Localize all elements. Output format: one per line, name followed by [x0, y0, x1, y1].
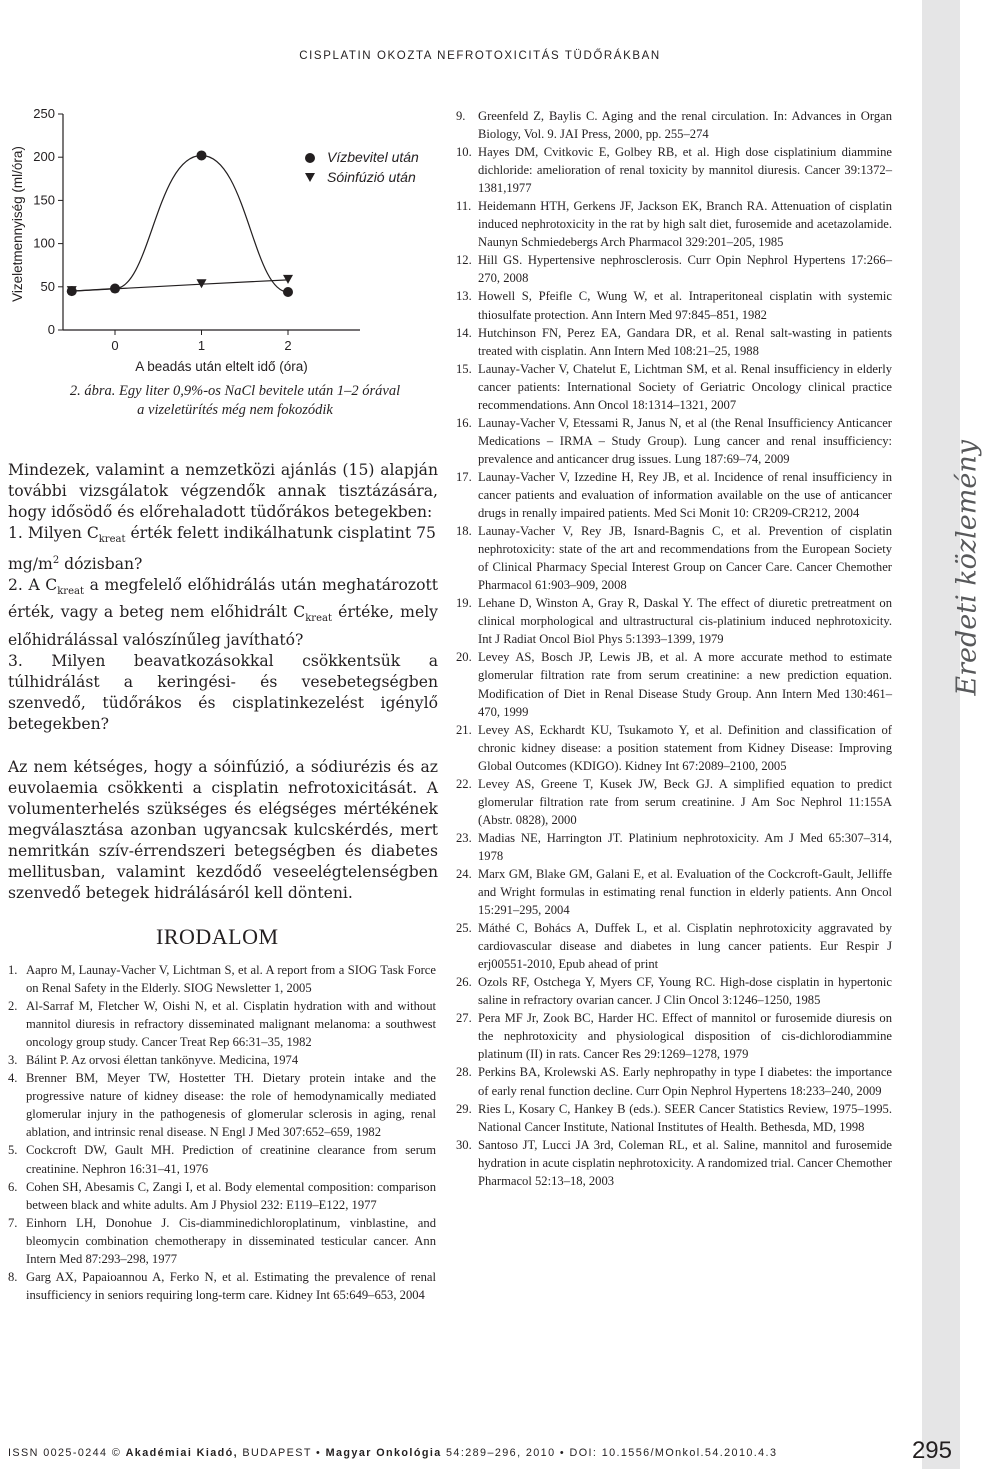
reference-text: Levey AS, Eckhardt KU, Tsukamoto Y, et al. Definition and classification of chronic kidney disease: a position statement from Kidney Disease: Improving Global Outcomes (KDIGO). Kidney Int 67:2089–2100, 2005	[478, 722, 892, 773]
reference-item	[456, 522, 892, 594]
reference-number: 4.	[8, 1071, 18, 1086]
y-tick-label: 200	[33, 149, 55, 165]
y-tick-label: 150	[33, 192, 55, 208]
reference-number: 25.	[456, 921, 472, 936]
reference-text: Santoso JT, Lucci JA 3rd, Coleman RL, et al. Saline, mannitol and furosemide hydration in acute cisplatin nephrotoxicity. A randomized trial. Cancer Chemother Pharmacol 52:13–18, 2003	[478, 1137, 892, 1188]
reference-text: Bálint P. Az orvosi élettan tankönyve. Medicina, 1974	[26, 1053, 299, 1068]
reference-item	[8, 997, 436, 1051]
reference-text: Howell S, Pfeifle C, Wung W, et al. Intraperitoneal cisplatin with systemic thiosulfate protection. Ann Intern Med 97:845–851, 1982	[478, 289, 892, 322]
reference-number: 22.	[456, 776, 472, 791]
figure-label: 2. ábra.	[69, 383, 116, 399]
y-tick-label: 250	[33, 106, 55, 121]
reference-text: Al-Sarraf M, Fletcher W, Oishi N, et al. Cisplatin hydration with and without mannitol diuresis in refractory disseminated malignant melanoma: a southwest oncology group study. Cancer Treat Rep 66:31–35, 1982	[26, 999, 436, 1050]
x-tick-label: 2	[284, 338, 292, 353]
q1-superscript: 2	[52, 555, 60, 567]
reference-number: 12.	[456, 253, 472, 268]
figure-caption	[35, 382, 435, 420]
reference-item	[456, 865, 892, 919]
reference-item	[8, 1069, 436, 1141]
reference-item	[456, 287, 892, 323]
reference-text: Levey AS, Greene T, Kusek JW, Beck GJ. A simplified equation to predict glomerular filtration rate from serum creatinine. J Am Soc Nephrol 11:155A (Abstr. 0828), 2000	[478, 776, 892, 827]
reference-item	[456, 1063, 892, 1099]
footer-separator: •	[316, 1447, 322, 1459]
reference-text: Marx GM, Blake GM, Galani E, et al. Evaluation of the Cockcroft-Gault, Jelliffe and Wright formulas in estimating renal function in elderly patients. Ann Oncol 15:291–295, 2004	[478, 866, 892, 918]
caption-line-2: a vizeletürítés még nem fokozódik	[137, 402, 333, 418]
reference-number: 10.	[456, 145, 472, 160]
reference-text: Madias NE, Harrington JT. Platinium nephrotoxicity. Am J Med 65:307–314, 1978	[478, 830, 892, 863]
references-left-column	[8, 961, 436, 1304]
reference-text: Heidemann HTH, Gerkens JF, Jackson EK, Branch RA. Attenuation of cisplatin induced nephrotoxicity in the rat by high salt diet, furosemide and acetazolamide. Naunyn Schmiedebergs Arch Pharmacol 329:201–205, 1985	[478, 199, 892, 250]
reference-text: Launay-Vacher V, Izzedine H, Rey JB, et al. Incidence of renal insufficiency in cancer patients and evaluation of information available on the use of anticancer drugs in renally impaired patients. Med Sci Monit 10: CR209-CR212, 2004	[478, 469, 892, 521]
footer-issn: ISSN 0025-0244	[8, 1447, 108, 1459]
reference-item	[8, 1268, 436, 1304]
page-number: 295	[911, 1437, 952, 1464]
q1-subscript: kreat	[98, 534, 126, 546]
chart-svg	[0, 98, 440, 428]
reference-number: 7.	[8, 1215, 18, 1230]
reference-item	[456, 648, 892, 720]
side-tab-label: Eredeti közlemény	[952, 440, 983, 696]
reference-text: Launay-Vacher V, Chatelut E, Lichtman SM, et al. Renal insufficiency in elderly cancer patients: International Society of Geriatric Oncology clinical practice recommendations. Ann Oncol 18:1314–1321, 2007	[478, 361, 892, 412]
conclusion-paragraph: Az nem kétséges, hogy a sóinfúzió, a sódiurézis és az euvolaemia csökkenti a cisplatin nefrotoxicitását. A volumenterhelés szükséges és elégséges mértékének megválasztása azonban ugyancsak kulcskérdés, mert nemritkán szív-érrendszeri betegségben és diabetes mellitusban, valamint kezdődő veseelégtelenségben szenvedő betegek hidrálásáról kell dönteni.	[8, 757, 438, 902]
reference-text: Ozols RF, Ostchega Y, Myers CF, Young RC. High-dose cisplatin in hypertonic saline in refractory ovarian cancer. J Clin Oncol 3:1246–1250, 1985	[478, 975, 892, 1008]
reference-item	[456, 1009, 892, 1063]
reference-text: Levey AS, Bosch JP, Lewis JB, et al. A more accurate method to estimate glomerular filtration rate from serum creatinine: a new prediction equation. Modification of Diet in Renal Disease Study Group. Ann Intern Med 130:461–470, 1999	[478, 650, 892, 719]
reference-number: 28.	[456, 1065, 472, 1080]
reference-item	[456, 775, 892, 829]
series-line-2	[72, 280, 288, 291]
reference-text: Perkins BA, Krolewski AS. Early nephropathy in type I diabetes: the importance of early renal function decline. Curr Opin Nephrol Hypertens 18:233–240, 2009	[478, 1065, 892, 1098]
reference-item	[456, 919, 892, 973]
footer-volume: 54:289–296, 2010	[446, 1447, 556, 1459]
reference-number: 23.	[456, 830, 472, 845]
x-tick-label: 1	[197, 338, 206, 353]
q1-text-c: dózisban?	[59, 555, 143, 574]
reference-item	[456, 107, 892, 143]
q2-subscript-1: kreat	[57, 586, 84, 598]
reference-number: 16.	[456, 415, 472, 430]
legend-label: Vízbevitel után	[327, 149, 419, 165]
reference-text: Launay-Vacher V, Etessami R, Janus N, et al (the Renal Insufficiency Anticancer Medications – IRMA – Study Group). Lung cancer and renal insufficiency: prevalence and anticancer drug issues. Lung 187:69–74, 2009	[478, 415, 892, 466]
series-1-point	[197, 150, 207, 160]
reference-text: Lehane D, Winston A, Gray R, Daskal Y. The effect of diuretic pretreatment on clinical morphological and ultrastructural cis-platinium induced nephrotoxicity. Int J Radiat Oncol Biol Phys 5:1393–1399, 1979	[478, 596, 892, 647]
reference-item	[456, 414, 892, 468]
question-2	[8, 575, 438, 650]
reference-item	[456, 1100, 892, 1136]
reference-text: Hayes DM, Cvitkovic E, Golbey RB, et al. High dose cisplatinium diammine dichloride: amelioration of renal toxicity by mannitol diuresis. Cancer 39:1372–1381,1977	[478, 145, 892, 196]
reference-item	[456, 468, 892, 522]
side-tab	[922, 0, 983, 1469]
reference-item	[456, 360, 892, 414]
reference-number: 9.	[456, 109, 466, 123]
x-axis-label: A beadás után eltelt idő (óra)	[135, 359, 308, 374]
reference-item	[456, 1136, 892, 1190]
legend-label: Sóinfúzió után	[327, 169, 416, 185]
x-tick-label: 0	[111, 338, 119, 353]
y-tick-label: 100	[33, 235, 55, 251]
reference-text: Aapro M, Launay-Vacher V, Lichtman S, et al. A report from a SIOG Task Force on Renal Safety in the Elderly. SIOG Newsletter 1, 2005	[26, 963, 436, 996]
footer	[8, 1447, 888, 1459]
body-text	[8, 460, 438, 904]
footer-doi: DOI: 10.1556/MOnkol.54.2010.4.3	[569, 1447, 778, 1459]
reference-text: Einhorn LH, Donohue J. Cis-diamminedichloroplatinum, vinblastine, and bleomycin combination chemotherapy in disseminated testicular cancer. Ann Intern Med 87:293–298, 1977	[26, 1215, 436, 1266]
reference-number: 11.	[456, 199, 472, 214]
reference-number: 18.	[456, 524, 472, 539]
footer-copyright: ©	[111, 1447, 122, 1459]
reference-number: 17.	[456, 469, 472, 484]
legend-marker-circle	[305, 153, 315, 163]
reference-text: Pera MF Jr, Zook BC, Harder HC. Effect of mannitol or furosemide diuresis on the nephrotoxicity and physiological disposition of cis-dichlorodiammine platinum (II) in rats. Cancer Res 29:1269–1278, 1979	[478, 1011, 892, 1062]
reference-text: Garg AX, Papaioannou A, Ferko N, et al. Estimating the prevalence of renal insufficiency in seniors requiring long-term care. Kidney Int 65:649–653, 2004	[26, 1269, 436, 1302]
reference-number: 29.	[456, 1101, 472, 1116]
series-line-1	[72, 155, 288, 292]
reference-item	[456, 143, 892, 197]
reference-item	[456, 829, 892, 865]
q1-text-a: 1. Milyen C	[8, 524, 99, 542]
reference-text: Launay-Vacher V, Rey JB, Isnard-Bagnis C, et al. Prevention of cisplatin nephrotoxicity: state of the art and recommendations from the European Society of Clinical Pharmacy Special Interest Group on Cancer Care. Cancer Chemother Pharmacol 61:903–909, 2008	[478, 524, 892, 593]
reference-item	[456, 594, 892, 648]
reference-number: 19.	[456, 596, 472, 611]
q2-text-b: a megfelelő előhidrálás után meghatározott érték, vagy a beteg nem előhidrált C	[8, 576, 438, 622]
caption-line-1: Egy liter 0,9%-os NaCl bevitele után 1–2 órával	[119, 383, 401, 399]
legend-marker-triangle	[305, 173, 315, 182]
footer-separator: •	[559, 1447, 566, 1459]
reference-number: 14.	[456, 325, 472, 340]
series-1-point	[283, 287, 293, 297]
reference-number: 6.	[8, 1179, 18, 1194]
reference-text: Cockcroft DW, Gault MH. Prediction of creatinine clearance from serum creatinine. Nephron 16:31–41, 1976	[26, 1143, 436, 1176]
reference-number: 24.	[456, 866, 472, 881]
question-1	[8, 523, 438, 575]
reference-text: Greenfeld Z, Baylis C. Aging and the renal circulation. In: Advances in Organ Biology, Vol. 9. JAI Press, 2000, pp. 255–274	[478, 109, 892, 142]
y-tick-label: 50	[40, 278, 55, 294]
reference-number: 26.	[456, 975, 472, 990]
footer-city: BUDAPEST	[242, 1447, 312, 1459]
reference-item	[8, 1051, 436, 1069]
y-tick-label: 0	[47, 322, 55, 337]
references-heading: IRODALOM	[156, 924, 279, 949]
reference-item	[456, 973, 892, 1009]
reference-number: 20.	[456, 650, 472, 665]
reference-number: 2.	[8, 999, 18, 1014]
series-2-point	[283, 275, 293, 284]
footer-journal: Magyar Onkológia	[325, 1447, 442, 1459]
reference-item	[456, 197, 892, 251]
reference-item	[456, 251, 892, 287]
reference-item	[8, 1141, 436, 1177]
reference-number: 8.	[8, 1269, 18, 1284]
q2-text-a: 2. A C	[8, 576, 58, 595]
q2-text-c: értéke, mely előhidrálással valószínűleg javítható?	[8, 603, 438, 649]
reference-item	[8, 1178, 436, 1214]
reference-number: 3.	[8, 1053, 18, 1068]
reference-text: Hutchinson FN, Perez EA, Gandara DR, et al. Renal salt-wasting in patients treated with cisplatin. Ann Intern Med 108:21–25, 1988	[478, 325, 892, 358]
reference-number: 1.	[8, 963, 18, 977]
reference-text: Brenner BM, Meyer TW, Hostetter TH. Dietary protein intake and the progressive nature of kidney disease: the role of hemodynamically mediated glomerular injury in the pathogenesis of glomerular sclerosis in aging, renal ablation, and intrinsic renal disease. N Engl J Med 307:652–659, 1982	[26, 1071, 436, 1140]
reference-text: Ries L, Kosary C, Hankey B (eds.). SEER Cancer Statistics Review, 1975–1995. National Cancer Institute, National Institutes of Health. Bethesda, MD, 1998	[478, 1101, 892, 1134]
figure-chart	[0, 98, 440, 428]
reference-item	[456, 721, 892, 775]
question-3: 3. Milyen beavatkozásokkal csökkentsük a túlhidrálást a keringési- és vesebetegségben szenvedő, tüdőrákos és cisplatinkezelést igénylő betegekben?	[8, 651, 438, 733]
reference-number: 15.	[456, 361, 472, 376]
q2-subscript-2: kreat	[305, 613, 332, 625]
reference-text: Cohen SH, Abesamis C, Zangi I, et al. Body elemental composition: comparison between black and white adults. Am J Physiol 232: E119–E122, 1977	[26, 1179, 436, 1212]
reference-text: Máthé C, Bohács A, Duffek L, et al. Cisplatin nephrotoxicity aggravated by cardiovascular disease and diabetes in lung cancer patients. Eur Respir J erj00551-2010, Epub ahead of print	[478, 921, 892, 972]
intro-paragraph: Mindezek, valamint a nemzetközi ajánlás (15) alapján további vizsgálatok végzendők annak tisztázására, hogy idősödő és előrehaladott tüdőrákos betegekben:	[8, 461, 438, 521]
q1-text-b: érték felett indikálhatunk cisplatint 75 mg/m	[8, 524, 436, 574]
reference-number: 21.	[456, 722, 472, 737]
reference-number: 13.	[456, 289, 472, 304]
reference-number: 27.	[456, 1011, 472, 1026]
y-axis-label: Vizeletmennyiség (ml/óra)	[10, 146, 25, 302]
running-header: CISPLATIN OKOZTA NEFROTOXICITÁS TÜDŐRÁKBAN	[299, 50, 661, 62]
reference-text: Hill GS. Hypertensive nephrosclerosis. Curr Opin Nephrol Hypertens 17:266–270, 2008	[478, 253, 892, 286]
reference-number: 5.	[8, 1143, 18, 1158]
reference-number: 30.	[456, 1137, 472, 1152]
reference-item	[8, 961, 436, 997]
reference-item	[456, 324, 892, 360]
references-right-column	[456, 107, 892, 1190]
reference-item	[8, 1214, 436, 1268]
footer-publisher: Akadémiai Kiadó,	[125, 1447, 239, 1459]
